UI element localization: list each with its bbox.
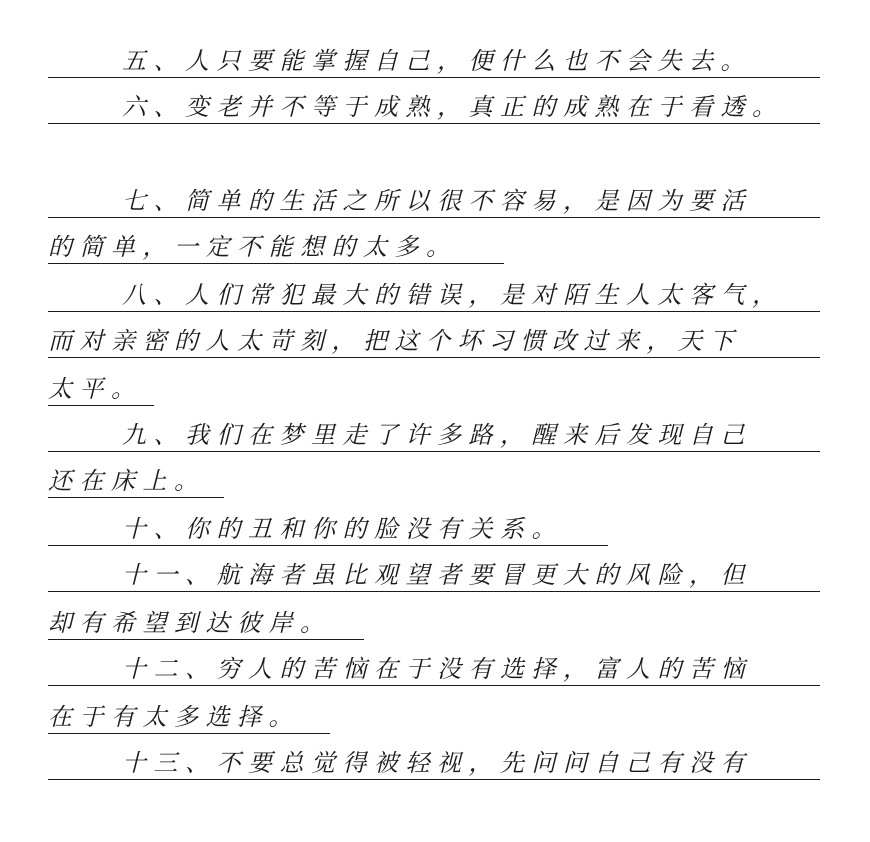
text-line — [48, 362, 154, 406]
text-line — [48, 502, 608, 546]
line-text: 在于有太多选择。 — [48, 703, 300, 731]
line-text: 还在床上。 — [48, 467, 206, 495]
text-line — [48, 454, 224, 498]
text-line — [48, 268, 820, 312]
line-text: 却有希望到达彼岸。 — [48, 609, 332, 637]
line-text: 七、简单的生活之所以很不容易，是因为要活 — [122, 187, 752, 215]
text-line — [48, 690, 330, 734]
text-line — [48, 596, 364, 640]
text-line — [48, 80, 820, 124]
line-text: 五、人只要能掌握自己，便什么也不会失去。 — [122, 47, 752, 75]
text-line — [48, 220, 504, 264]
text-line — [48, 642, 820, 686]
text-line — [48, 548, 820, 592]
text-line — [48, 408, 820, 452]
line-text: 六、变老并不等于成熟，真正的成熟在于看透。 — [122, 93, 784, 121]
line-text: 十二、穷人的苦恼在于没有选择，富人的苦恼 — [122, 655, 752, 683]
text-line — [48, 736, 820, 780]
line-text: 十、你的丑和你的脸没有关系。 — [122, 515, 563, 543]
line-text: 十三、不要总觉得被轻视，先问问自己有没有 — [122, 749, 752, 777]
text-line — [48, 34, 820, 78]
text-line — [48, 174, 820, 218]
line-text: 而对亲密的人太苛刻，把这个坏习惯改过来，天下 — [48, 327, 741, 355]
line-text: 十一、航海者虽比观望者要冒更大的风险，但 — [122, 561, 752, 589]
line-text: 的简单，一定不能想的太多。 — [48, 233, 458, 261]
line-text: 太平。 — [48, 375, 143, 403]
text-line — [48, 314, 820, 358]
line-text: 八、人们常犯最大的错误，是对陌生人太客气， — [122, 281, 784, 309]
line-text: 九、我们在梦里走了许多路，醒来后发现自己 — [122, 421, 752, 449]
